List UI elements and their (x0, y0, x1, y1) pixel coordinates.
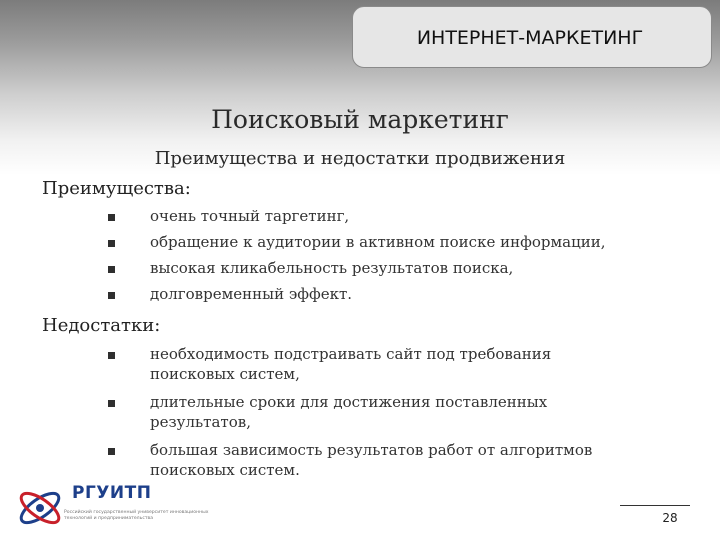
atom-logo-icon (14, 482, 66, 534)
disadvantage-item: длительные сроки для достижения поставленных результатов, (150, 393, 548, 431)
bullet-icon (108, 448, 115, 455)
university-logo (14, 480, 234, 538)
bullet-icon (108, 214, 115, 221)
advantages-heading: Преимущества: (42, 178, 191, 199)
disadvantage-item: необходимость подстраивать сайт под требования поисковых систем, (150, 345, 552, 383)
bullet-icon (108, 292, 115, 299)
advantage-item: долговременный эффект. (150, 285, 353, 303)
advantage-item: обращение к аудитории в активном поиске информации, (150, 233, 606, 251)
disadvantage-item: большая зависимость результатов работ от алгоритмов поисковых систем. (150, 441, 593, 479)
header-title: ИНТЕРНЕТ-МАРКЕТИНГ (416, 27, 644, 49)
page-title-text: Поисковый маркетинг (211, 105, 509, 134)
logo-name: РГУИТП (72, 483, 152, 503)
advantage-item: высокая кликабельность результатов поиска, (150, 259, 514, 277)
disadvantages-heading: Недостатки: (42, 315, 161, 336)
logo-subtitle: Российский государственный университет инновационных технологий и предпринимательства (64, 510, 209, 521)
advantage-item: очень точный таргетинг, (150, 207, 350, 225)
footer-divider (620, 505, 690, 506)
bullet-icon (108, 240, 115, 247)
page-number: 28 (662, 511, 678, 525)
bullet-icon (108, 352, 115, 359)
bullet-icon (108, 266, 115, 273)
page-title (0, 105, 720, 134)
bullet-icon (108, 400, 115, 407)
page-subtitle: Преимущества и недостатки продвижения (154, 148, 566, 169)
